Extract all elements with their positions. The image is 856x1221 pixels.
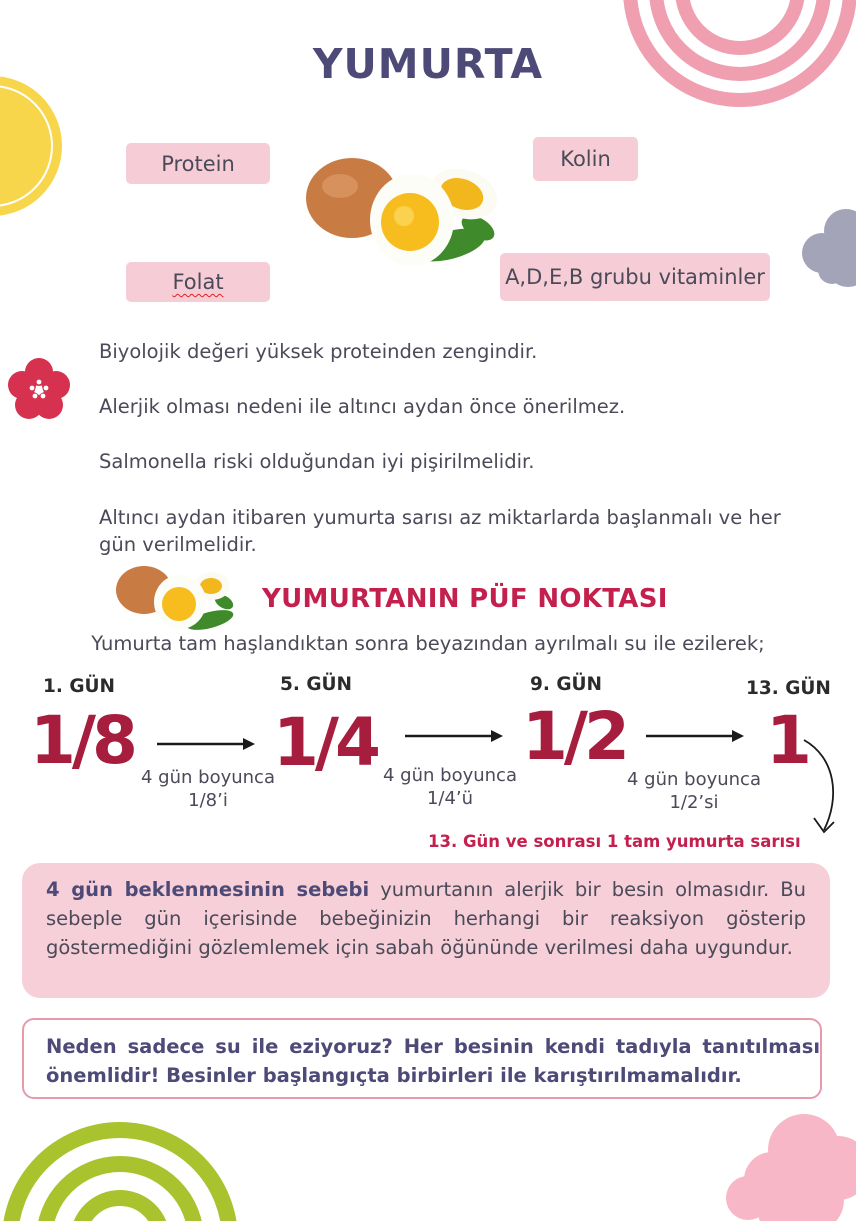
green-rainbow-decoration (0, 1110, 260, 1221)
water-box (22, 1018, 822, 1099)
arrow-right-icon (646, 728, 746, 744)
stage-amount-1: 1 (766, 702, 808, 779)
step-duration-label: 4 gün boyunca (627, 769, 761, 790)
stage-amount-1-2: 1/2 (522, 698, 626, 775)
step-duration-2 (370, 764, 530, 810)
stage-day-1: 1. GÜN (43, 676, 116, 697)
step-portion-label: 1/2’si (669, 792, 719, 813)
sun-decoration (0, 80, 80, 220)
nutrient-label: Folat (172, 270, 224, 294)
grey-cloud-decoration (790, 195, 856, 290)
water-box-text: Neden sadece su ile eziyoruz? Her besinin kendi tadıyla tanıtılması önemlidir! Besinler başlangıçta birbirleri ile karıştırılmamalıdır. (46, 1035, 820, 1087)
stage-day-5: 5. GÜN (280, 674, 353, 695)
tips-intro: Yumurta tam haşlandıktan sonra beyazından ayrılmalı su ile ezilerek; (91, 632, 765, 655)
reason-box-heading: 4 gün beklenmesinin sebebi (46, 878, 370, 901)
step-duration-1 (128, 766, 288, 812)
nutrient-label: Protein (161, 151, 235, 176)
arrow-right-icon (405, 728, 505, 744)
final-note: 13. Gün ve sonrası 1 tam yumurta sarısı (428, 832, 801, 851)
nutrient-chip-folat (126, 262, 270, 302)
tips-title: YUMURTANIN PÜF NOKTASI (262, 584, 668, 614)
nutrient-label: A,D,E,B grubu vitaminler (505, 265, 765, 289)
nutrient-label: Kolin (560, 147, 611, 171)
flower-icon (5, 356, 73, 424)
reason-box (22, 863, 830, 998)
step-duration-label: 4 gün boyunca (141, 767, 275, 788)
step-portion-label: 1/8’i (188, 790, 228, 811)
stage-amount-1-8: 1/8 (30, 702, 134, 779)
reason-box-text: yumurtanın alerjik bir besin olmasıdır. Bu sebeple gün içerisinde bebeğinizin herhangi bir reaksiyon gösterip göstermediğini gözlemlemek için sabah öğününde verilmesi daha uygundur. (46, 878, 807, 959)
step-portion-label: 1/4’ü (426, 788, 474, 809)
fact-salmonella: Salmonella riski olduğundan iyi pişirilmelidir. (99, 450, 535, 473)
stage-day-9: 9. GÜN (530, 674, 603, 695)
small-egg-image (108, 562, 238, 632)
stage-day-13: 13. GÜN (746, 678, 831, 699)
step-duration-label: 4 gün boyunca (383, 765, 517, 786)
stage-amount-1-4: 1/4 (273, 704, 377, 781)
boiled-egg-image (300, 150, 505, 270)
curved-arrow-icon (800, 738, 850, 838)
nutrient-chip-kolin (533, 137, 638, 181)
fact-yolk-start: Altıncı aydan itibaren yumurta sarısı az miktarlarda başlanmalı ve her gün verilmelidir. (99, 506, 781, 556)
fact-protein: Biyolojik değeri yüksek proteinden zengindir. (99, 340, 538, 363)
nutrient-chip-protein (126, 143, 270, 184)
arrow-right-icon (157, 736, 257, 752)
page-title: YUMURTA (312, 40, 544, 88)
pink-cloud-decoration (712, 1100, 856, 1221)
step-duration-3 (614, 768, 774, 814)
fact-allergy: Alerjik olması nedeni ile altıncı aydan önce önerilmez. (99, 395, 626, 418)
nutrient-chip-vitamins (500, 253, 770, 301)
